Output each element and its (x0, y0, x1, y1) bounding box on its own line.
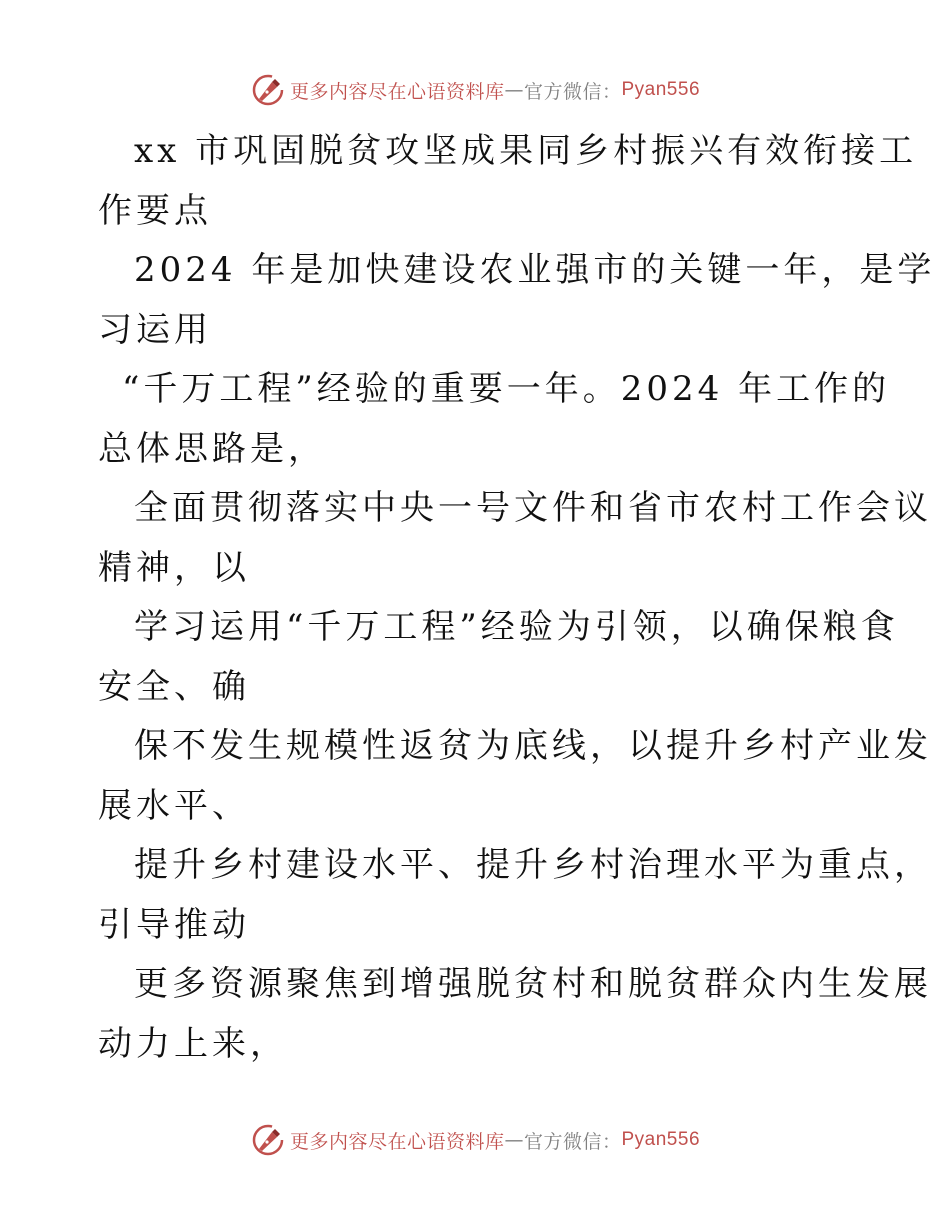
footer-banner (0, 1118, 950, 1162)
text-line: 保不发生规模性返贫为底线，以提升乡村产业发 (134, 726, 932, 766)
text-line: 安全、确 (98, 666, 250, 707)
text-line: 全面贯彻落实中央一号文件和省市农村工作会议 (134, 488, 932, 528)
footer-site-name: 更多内容尽在心语资料库 (289, 1130, 505, 1153)
pen-nib-logo-icon (250, 1122, 286, 1158)
text-line: xx 市巩固脱贫攻坚成果同乡村振兴有效衔接工 (134, 131, 918, 171)
footer-wechat-account: Pyan556 (621, 1129, 701, 1150)
text-line: 作要点 (98, 190, 212, 231)
text-line: 精神，以 (98, 547, 250, 588)
header-banner (0, 68, 950, 112)
header-site-name: 更多内容尽在心语资料库 (289, 80, 505, 103)
text-line: 学习运用“千万工程”经验为引领，以确保粮食 (134, 607, 899, 647)
document-body (98, 122, 936, 1074)
footer-dash: — (504, 1129, 524, 1151)
text-line: 动力上来， (98, 1023, 288, 1064)
text-line: 总体思路是， (98, 428, 326, 469)
footer-wechat-label: 官方微信： (523, 1130, 622, 1153)
text-line: 2024 年是加快建设农业强市的关键一年，是学 (134, 250, 936, 290)
header-dash: — (504, 79, 524, 101)
text-line: 引导推动 (98, 904, 250, 945)
text-line: 提升乡村建设水平、提升乡村治理水平为重点， (134, 845, 932, 885)
text-line: 展水平、 (98, 785, 250, 826)
header-wechat-account: Pyan556 (621, 79, 701, 100)
header-wechat-label: 官方微信： (523, 80, 622, 103)
text-line: 习运用 (98, 309, 212, 350)
text-line: “千万工程”经验的重要一年。2024 年工作的 (122, 369, 891, 409)
pen-nib-logo-icon (250, 72, 286, 108)
text-line: 更多资源聚焦到增强脱贫村和脱贫群众内生发展 (134, 964, 932, 1004)
